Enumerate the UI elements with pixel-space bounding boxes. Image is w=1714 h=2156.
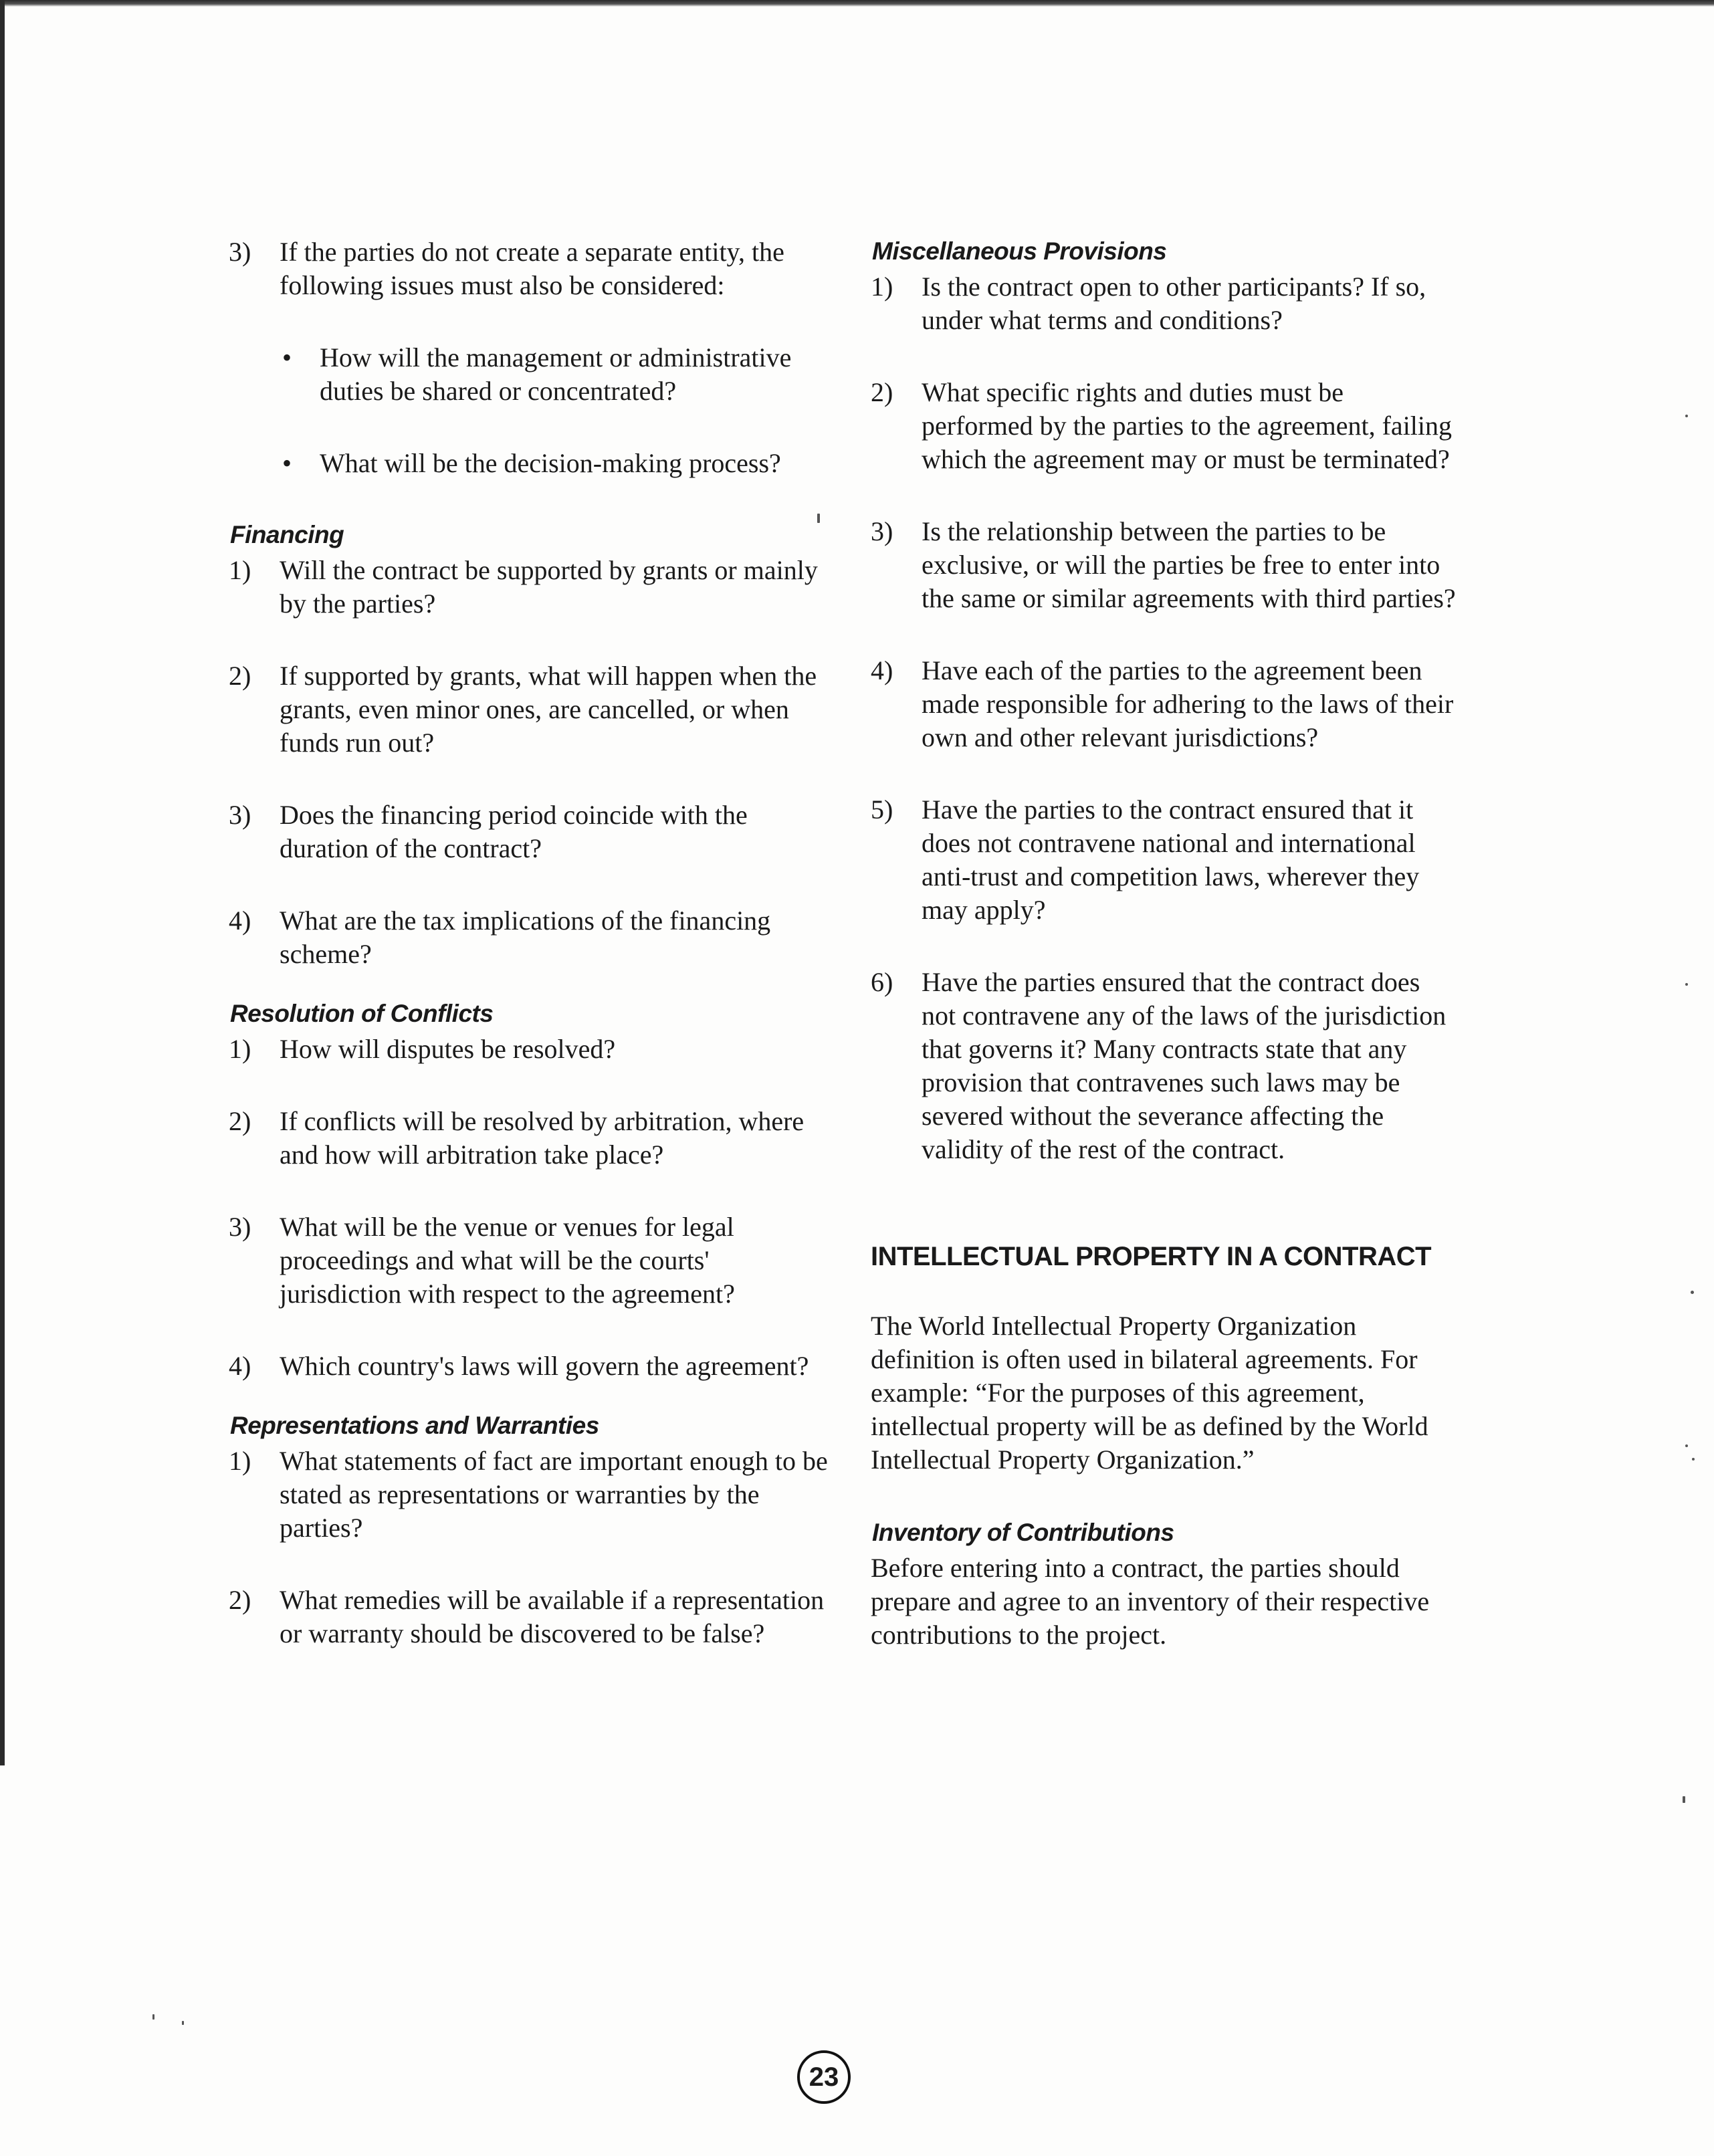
item-number: 4) — [229, 1351, 251, 1381]
item-text: What statements of fact are important enough to be stated as representations or warranties by the parties? — [280, 1446, 828, 1543]
item-text: If supported by grants, what will happen when the grants, even minor ones, are cancelled, or when funds run out? — [280, 661, 817, 758]
item-text: Have each of the parties to the agreement been made responsible for adhering to the laws of their own and other relevant jurisdictions? — [922, 655, 1454, 752]
list-item — [871, 793, 1459, 927]
scan-speck — [817, 514, 820, 523]
scan-speck — [1685, 983, 1688, 986]
item-text: How will disputes be resolved? — [280, 1034, 616, 1064]
item-number: 3) — [871, 516, 893, 546]
inventory-paragraph: Before entering into a contract, the parties should prepare and agree to an inventory of their respective contributions to the project. — [871, 1553, 1430, 1650]
item-number: 1) — [229, 555, 251, 585]
item-text: What will be the venue or venues for legal proceedings and what will be the courts' jurisdiction with respect to the agreement? — [280, 1212, 735, 1309]
list-item — [229, 1584, 831, 1650]
item-text: Have the parties to the contract ensured that it does not contravene national and international anti-trust and competition laws, wherever they may apply? — [922, 794, 1420, 925]
bullet-list — [282, 341, 831, 480]
list-item — [871, 270, 1459, 337]
list-item — [229, 904, 831, 971]
financing-heading: Financing — [230, 521, 344, 548]
item-text: If conflicts will be resolved by arbitration, where and how will arbitration take place? — [280, 1106, 805, 1170]
inventory-heading: Inventory of Contributions — [872, 1519, 1174, 1546]
item-text: Is the contract open to other participants? If so, under what terms and conditions? — [922, 272, 1426, 335]
list-item — [871, 515, 1459, 615]
list-item — [871, 966, 1459, 1166]
resolution-heading: Resolution of Conflicts — [230, 1000, 494, 1027]
list-item — [229, 1444, 831, 1545]
item-number: 3) — [229, 800, 251, 830]
representations-heading: Representations and Warranties — [230, 1412, 599, 1439]
list-item — [871, 654, 1459, 754]
scan-speck — [1685, 1444, 1688, 1447]
item-number: 2) — [871, 377, 893, 407]
item-number: 2) — [229, 661, 251, 691]
scan-speck — [1683, 1796, 1685, 1803]
item-number: 3) — [229, 1212, 251, 1242]
right-column — [871, 235, 1459, 1692]
item-number: 6) — [871, 967, 893, 997]
scan-speck — [152, 2014, 154, 2020]
scan-speck — [1685, 415, 1688, 417]
item-text: If the parties do not create a separate entity, the following issues must also be considered: — [280, 237, 784, 300]
item-text: Have the parties ensured that the contract does not contravene any of the laws of the jurisdiction that governs it? Many contracts state that any provision that contravenes such laws may be severed without the severance affecting the validity of the rest of the contract. — [922, 967, 1447, 1164]
page-number: 23 — [797, 2050, 851, 2104]
item-text: What remedies will be available if a representation or warranty should be discovered to be false? — [280, 1585, 825, 1648]
item-text: Which country's laws will govern the agreement? — [280, 1351, 809, 1381]
item-text: Does the financing period coincide with the duration of the contract? — [280, 800, 748, 863]
list-item — [229, 1105, 831, 1172]
item-number: 1) — [229, 1446, 251, 1476]
item-number: 4) — [229, 905, 251, 936]
list-item — [229, 659, 831, 760]
item-number: 1) — [229, 1034, 251, 1064]
item-number: 3) — [229, 237, 251, 267]
list-item — [229, 1033, 831, 1066]
scan-speck — [182, 2021, 184, 2025]
item-number: 2) — [229, 1106, 251, 1136]
list-item — [229, 235, 831, 302]
item-number: 4) — [871, 655, 893, 685]
list-item — [229, 1210, 831, 1311]
list-item — [871, 376, 1459, 476]
bullet-item: • What will be the decision-making process? — [282, 447, 831, 480]
scan-speck — [1692, 1458, 1695, 1461]
item-text: Is the relationship between the parties to be exclusive, or will the parties be free to enter into the same or similar agreements with third parties? — [922, 516, 1456, 613]
section-title: INTELLECTUAL PROPERTY IN A CONTRACT — [871, 1242, 1432, 1271]
item-text: What specific rights and duties must be performed by the parties to the agreement, failing which the agreement may or must be terminated? — [922, 377, 1453, 474]
ip-paragraph: The World Intellectual Property Organization definition is often used in bilateral agreements. For example: “For the purposes of this agreement, intellectual property will be as defined by the World Intellectual Property Organization.” — [871, 1311, 1428, 1475]
item-number: 5) — [871, 794, 893, 825]
item-number: 1) — [871, 272, 893, 302]
item-text: What are the tax implications of the financing scheme? — [280, 905, 771, 969]
list-item — [229, 798, 831, 865]
misc-heading: Miscellaneous Provisions — [872, 237, 1167, 265]
scan-edge-left — [0, 0, 5, 1765]
item-number: 2) — [229, 1585, 251, 1615]
left-column — [229, 235, 831, 1689]
list-item — [229, 1350, 831, 1383]
item-text: Will the contract be supported by grants or mainly by the parties? — [280, 555, 818, 619]
scan-edge-top — [0, 0, 1714, 7]
scan-speck — [1691, 1291, 1694, 1294]
list-item — [229, 554, 831, 621]
bullet-item: • How will the management or administrative duties be shared or concentrated? — [282, 341, 831, 408]
